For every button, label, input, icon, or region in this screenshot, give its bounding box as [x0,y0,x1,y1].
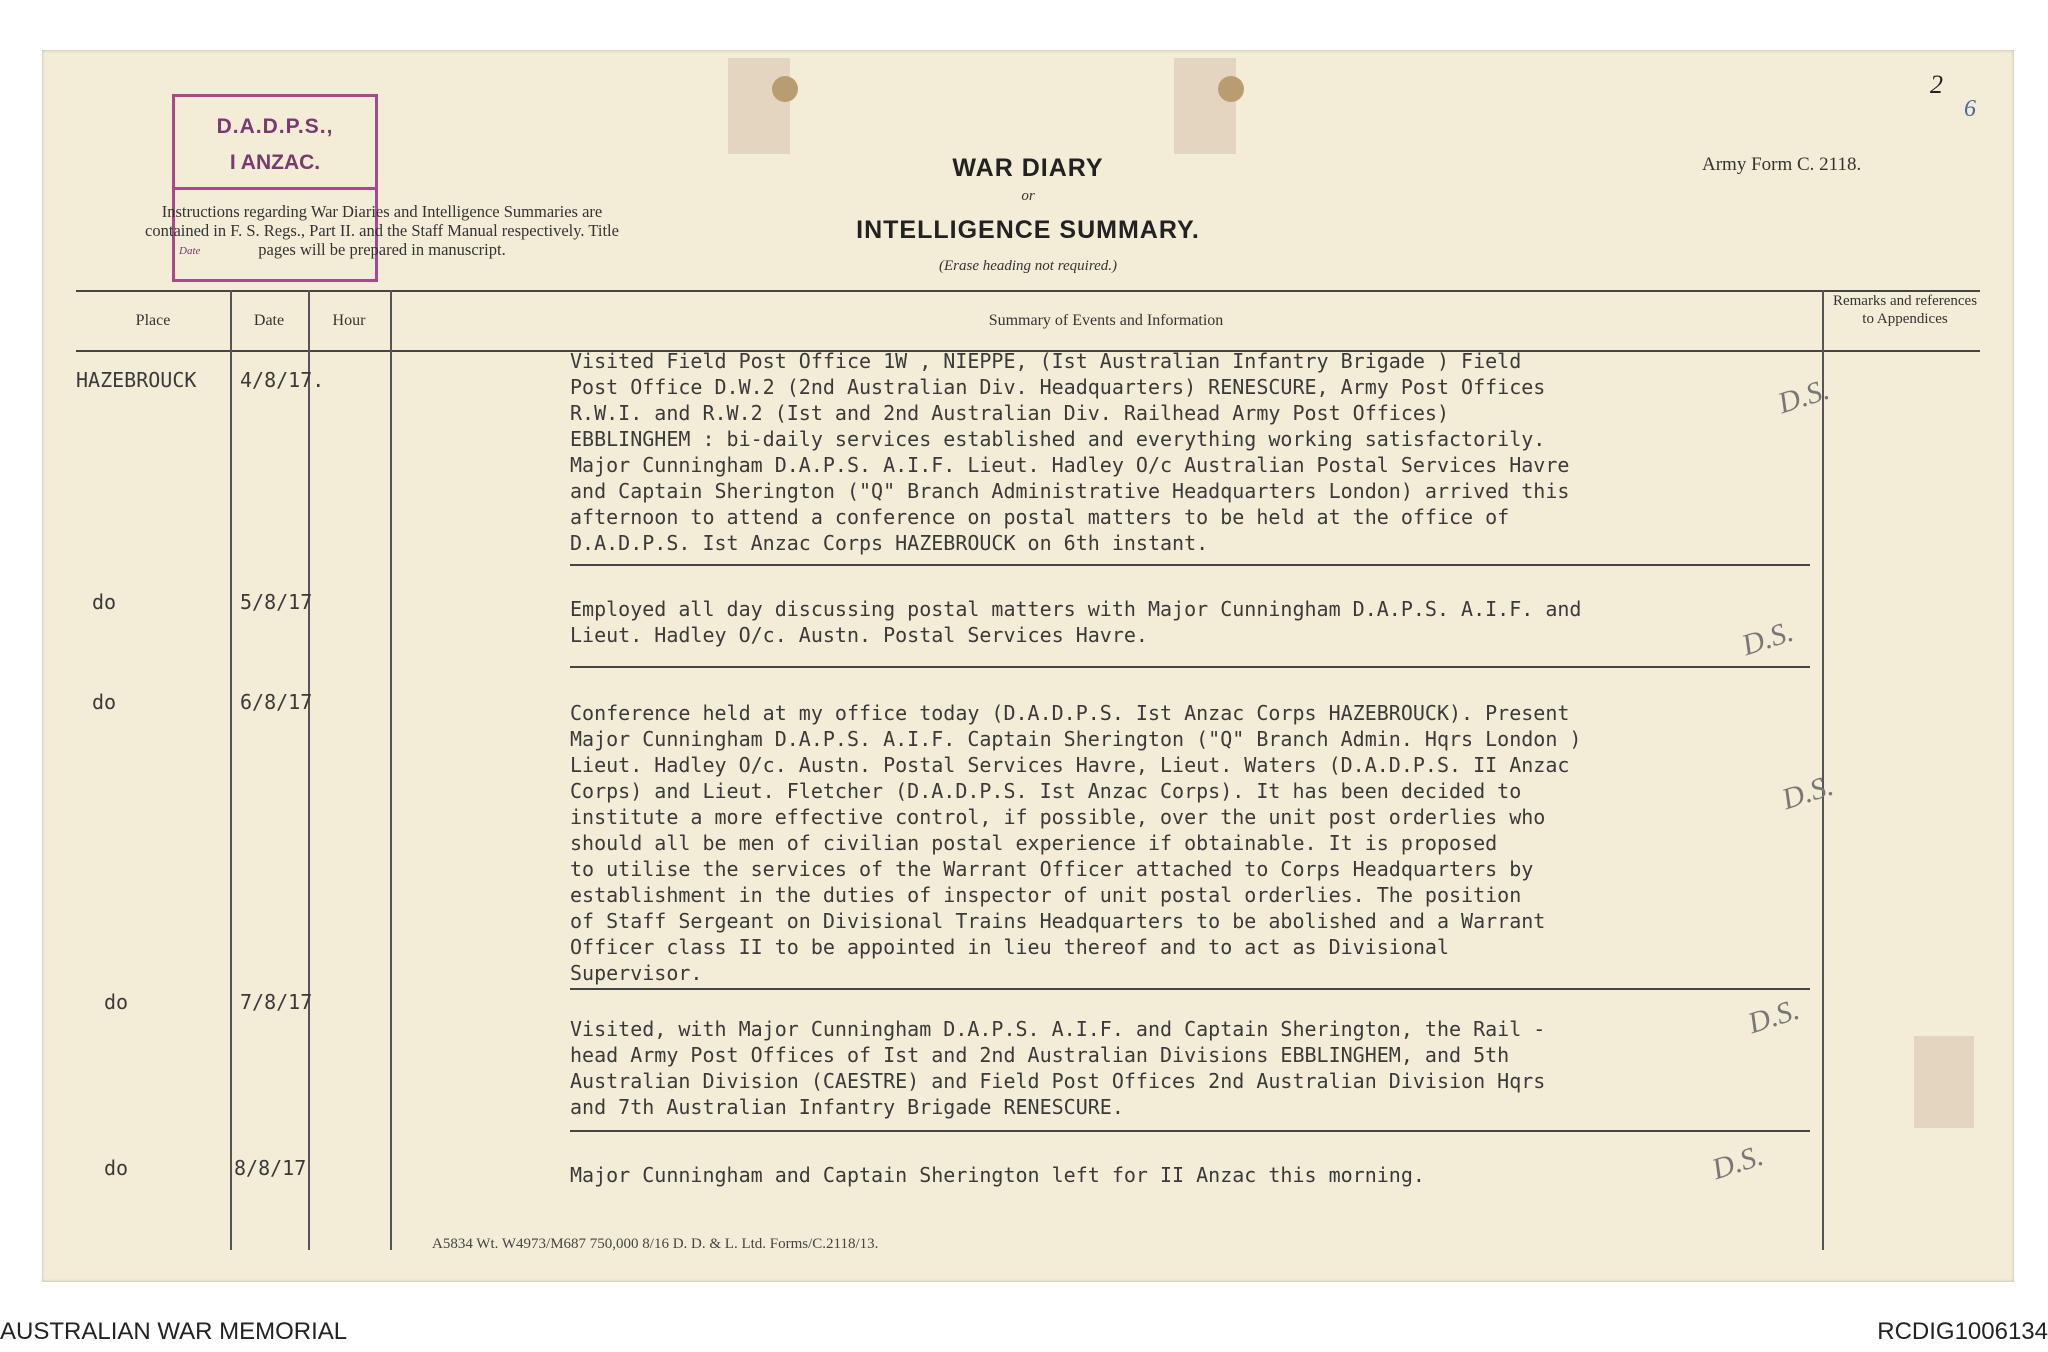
col-divider-date [308,290,310,1250]
entry-date: 5/8/17 [240,590,313,614]
col-header-place: Place [135,312,171,329]
entry-place: do [92,590,117,614]
entry-place: do [92,690,117,714]
erase-heading-note: (Erase heading not required.) [938,258,1118,274]
page-number: 2 [1930,70,1943,99]
title-intelligence-summary: INTELLIGENCE SUMMARY. [856,216,1200,244]
entry-place: do [104,1156,129,1180]
entry-text: Major Cunningham and Captain Sherington left for II Anzac this morning. [570,1163,1425,1187]
archive-credit: AUSTRALIAN WAR MEMORIAL [0,1318,348,1345]
entry-separator [570,666,1810,668]
archive-id: RCDIG1006134 [1877,1318,2048,1345]
title-or: or [1021,188,1035,204]
entry-initials: D.S. [1778,768,1838,817]
tape-patch-right [1174,58,1236,154]
col-header-date: Date [253,312,285,329]
entry-text: Visited Field Post Office 1W , NIEPPE, (Ist Australian Infantry Brigade ) Field Post Office D.W.2 (2nd Australian Div. Headquarters) RENESCURE, Army Post Offices R.W.I. and R.W.2 (Ist and 2nd Australian Div. Railhead Army Post Offices) EBBLINGHEM : bi-daily services established and everything working satisfactorily. Major Cunningham D.A.P.S. A.I.F. Lieut. Hadley O/c Australian Postal Services Havre and Captain Sherington ("Q" Branch Administrative Headquarters London) arrived this afternoon to attend a conference on postal matters to be held at the office of D.A.D.P.S. Ist Anzac Corps HAZEBROUCK on 6th instant. [570,349,1570,555]
entry-initials: D.S. [1774,372,1834,421]
entry-initials: D.S. [1744,992,1804,1041]
entry-place: HAZEBROUCK [76,368,197,392]
stamp-date-label: Date [179,245,201,257]
title-war-diary: WAR DIARY [952,154,1104,182]
entry-separator [570,988,1810,990]
instructions-text: Instructions regarding War Diaries and Intelligence Summaries are contained in F. S. Regs., Part II. and the Staff Manual respectively. Title pages will be prepared in manuscript. [145,202,619,259]
col-header-hour: Hour [332,312,366,329]
punch-hole-right [1218,76,1244,102]
entry-initials: D.S. [1738,614,1798,663]
entry-text: Visited, with Major Cunningham D.A.P.S. A.I.F. and Captain Sherington, the Rail - head Army Post Offices of Ist and 2nd Australian Divisions EBBLINGHEM, and 5th Australian Division (CAESTRE) and Field Post Offices 2nd Australian Division Hqrs and 7th Australian Infantry Brigade RENESCURE. [570,1017,1546,1119]
col-header-summary: Summary of Events and Information [988,312,1224,329]
entry-date: 8/8/17 [234,1156,307,1180]
entry-separator [570,1130,1810,1132]
form-print-line: A5834 Wt. W4973/M687 750,000 8/16 D. D. & L. Ltd. Forms/C.2118/13. [432,1236,879,1252]
entry-place: do [104,990,129,1014]
entry-date: 4/8/17. [240,368,325,392]
punch-hole-left [772,76,798,102]
tape-patch-left [728,58,790,154]
entry-date: 6/8/17 [240,690,313,714]
entry-text: Employed all day discussing postal matters with Major Cunningham D.A.P.S. A.I.F. and Lieut. Hadley O/c. Austn. Postal Services Havre. [570,597,1582,647]
entry-separator [570,564,1810,566]
col-header-remarks: Remarks and references to Appendices [1832,293,1978,327]
diary-sheet [42,50,2014,1282]
col-divider-hour [390,290,392,1250]
entry-initials: D.S. [1708,1138,1768,1187]
stamp-line-2: I ANZAC. [229,151,321,174]
page-number-alt: 6 [1964,96,1976,122]
entry-text: Conference held at my office today (D.A.D.P.S. Ist Anzac Corps HAZEBROUCK). Present Major Cunningham D.A.P.S. A.I.F. Captain Sherington ("Q" Branch Admin. Hqrs London ) Lieut. Hadley O/c. Austn. Postal Services Havre, Lieut. Waters (D.A.D.P.S. II Anzac Corps) and Lieut. Fletcher (D.A.D.P.S. Ist Anzac Corps). It has been decided to institute a more effective control, if possible, over the unit post orderlies who should all be men of civilian postal experience if obtainable. It is proposed to utilise the services of the Warrant Officer attached to Corps Headquarters by establishment in the duties of inspector of unit postal orderlies. The position of Staff Sergeant on Divisional Trains Headquarters to be abolished and a Warrant Officer class II to be appointed in lieu thereof and to act as Divisional Supervisor. [570,701,1582,985]
stamp-line-1: D.A.D.P.S., [216,115,334,138]
table-top-rule [76,290,1980,292]
entry-date: 7/8/17 [240,990,313,1014]
army-form-number: Army Form C. 2118. [1702,154,1862,175]
tape-patch-edge [1914,1036,1974,1128]
col-divider-place [230,290,232,1250]
